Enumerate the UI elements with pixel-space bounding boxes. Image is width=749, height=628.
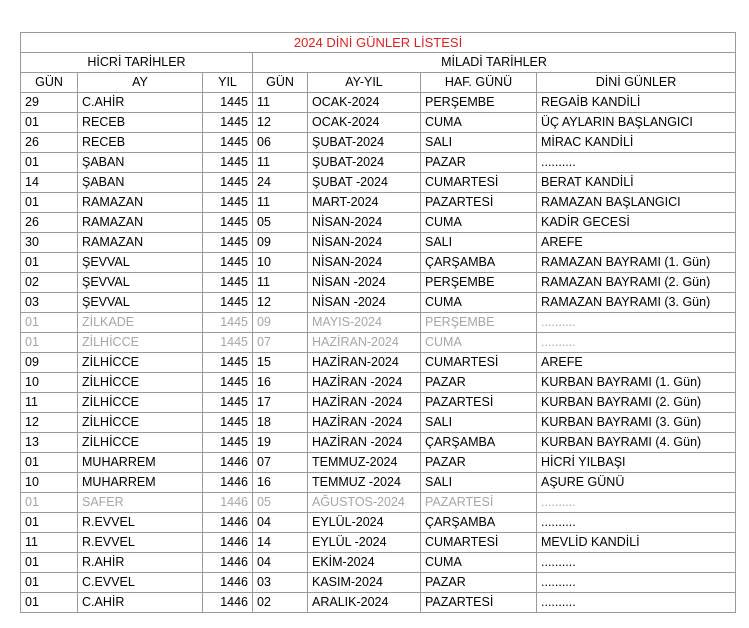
miladi-day-cell: 03 bbox=[253, 573, 308, 593]
hicri-year-cell: 1445 bbox=[203, 413, 253, 433]
hicri-year-cell: 1445 bbox=[203, 153, 253, 173]
miladi-month-year-cell: OCAK-2024 bbox=[308, 113, 421, 133]
hicri-month-cell: ZİLHİCCE bbox=[78, 373, 203, 393]
miladi-month-year-cell: NİSAN -2024 bbox=[308, 273, 421, 293]
hicri-year-cell: 1445 bbox=[203, 93, 253, 113]
table-row bbox=[21, 493, 736, 513]
hicri-month-cell: ŞEVVAL bbox=[78, 293, 203, 313]
col-header-miladi-day: GÜN bbox=[253, 73, 308, 93]
hicri-day-cell: 14 bbox=[21, 173, 78, 193]
miladi-month-year-cell: HAZİRAN-2024 bbox=[308, 333, 421, 353]
hicri-month-cell: R.EVVEL bbox=[78, 513, 203, 533]
hicri-year-cell: 1446 bbox=[203, 473, 253, 493]
miladi-day-cell: 17 bbox=[253, 393, 308, 413]
weekday-cell: CUMARTESİ bbox=[421, 173, 537, 193]
table-row bbox=[21, 593, 736, 613]
hicri-year-cell: 1445 bbox=[203, 313, 253, 333]
hicri-day-cell: 26 bbox=[21, 133, 78, 153]
miladi-day-cell: 05 bbox=[253, 493, 308, 513]
hicri-year-cell: 1446 bbox=[203, 573, 253, 593]
miladi-month-year-cell: AĞUSTOS-2024 bbox=[308, 493, 421, 513]
religious-days-table bbox=[20, 32, 736, 613]
hicri-day-cell: 12 bbox=[21, 413, 78, 433]
table-row bbox=[21, 333, 736, 353]
weekday-cell: PAZAR bbox=[421, 453, 537, 473]
miladi-day-cell: 09 bbox=[253, 233, 308, 253]
table-row bbox=[21, 113, 736, 133]
miladi-month-year-cell: EYLÜL-2024 bbox=[308, 513, 421, 533]
miladi-day-cell: 18 bbox=[253, 413, 308, 433]
hicri-year-cell: 1445 bbox=[203, 373, 253, 393]
table-row bbox=[21, 313, 736, 333]
miladi-month-year-cell: OCAK-2024 bbox=[308, 93, 421, 113]
weekday-cell: CUMA bbox=[421, 333, 537, 353]
hicri-year-cell: 1446 bbox=[203, 493, 253, 513]
religious-day-cell: MİRAC KANDİLİ bbox=[537, 133, 736, 153]
weekday-cell: CUMA bbox=[421, 293, 537, 313]
table-row bbox=[21, 93, 736, 113]
hicri-year-cell: 1446 bbox=[203, 453, 253, 473]
hicri-month-cell: ŞEVVAL bbox=[78, 253, 203, 273]
weekday-cell: ÇARŞAMBA bbox=[421, 433, 537, 453]
weekday-cell: CUMA bbox=[421, 213, 537, 233]
miladi-day-cell: 09 bbox=[253, 313, 308, 333]
weekday-cell: PAZAR bbox=[421, 373, 537, 393]
hicri-month-cell: RECEB bbox=[78, 133, 203, 153]
religious-day-cell: .......... bbox=[537, 333, 736, 353]
table-row bbox=[21, 153, 736, 173]
hicri-day-cell: 29 bbox=[21, 93, 78, 113]
hicri-day-cell: 01 bbox=[21, 493, 78, 513]
miladi-month-year-cell: HAZİRAN -2024 bbox=[308, 433, 421, 453]
miladi-month-year-cell: HAZİRAN -2024 bbox=[308, 373, 421, 393]
religious-day-cell: BERAT KANDİLİ bbox=[537, 173, 736, 193]
religious-day-cell: .......... bbox=[537, 493, 736, 513]
religious-day-cell: RAMAZAN BAYRAMI (2. Gün) bbox=[537, 273, 736, 293]
hicri-day-cell: 01 bbox=[21, 333, 78, 353]
religious-day-cell: RAMAZAN BAYRAMI (1. Gün) bbox=[537, 253, 736, 273]
hicri-year-cell: 1445 bbox=[203, 273, 253, 293]
hicri-month-cell: C.EVVEL bbox=[78, 573, 203, 593]
miladi-day-cell: 05 bbox=[253, 213, 308, 233]
miladi-month-year-cell: NİSAN-2024 bbox=[308, 253, 421, 273]
hicri-day-cell: 01 bbox=[21, 453, 78, 473]
hicri-month-cell: C.AHİR bbox=[78, 593, 203, 613]
hicri-month-cell: RAMAZAN bbox=[78, 233, 203, 253]
col-header-hicri-day: GÜN bbox=[21, 73, 78, 93]
hicri-day-cell: 13 bbox=[21, 433, 78, 453]
miladi-day-cell: 11 bbox=[253, 193, 308, 213]
hicri-year-cell: 1446 bbox=[203, 553, 253, 573]
hicri-day-cell: 09 bbox=[21, 353, 78, 373]
hicri-year-cell: 1446 bbox=[203, 593, 253, 613]
weekday-cell: PAZARTESİ bbox=[421, 393, 537, 413]
hicri-group-header: HİCRİ TARİHLER bbox=[21, 53, 253, 73]
hicri-month-cell: ZİLHİCCE bbox=[78, 353, 203, 373]
religious-day-cell: KURBAN BAYRAMI (1. Gün) bbox=[537, 373, 736, 393]
miladi-month-year-cell: ARALIK-2024 bbox=[308, 593, 421, 613]
hicri-day-cell: 01 bbox=[21, 593, 78, 613]
religious-day-cell: KURBAN BAYRAMI (3. Gün) bbox=[537, 413, 736, 433]
weekday-cell: SALI bbox=[421, 133, 537, 153]
hicri-year-cell: 1445 bbox=[203, 353, 253, 373]
weekday-cell: CUMA bbox=[421, 113, 537, 133]
miladi-day-cell: 12 bbox=[253, 113, 308, 133]
miladi-month-year-cell: KASIM-2024 bbox=[308, 573, 421, 593]
table-row bbox=[21, 253, 736, 273]
miladi-month-year-cell: HAZİRAN -2024 bbox=[308, 413, 421, 433]
table-row bbox=[21, 133, 736, 153]
miladi-month-year-cell: MART-2024 bbox=[308, 193, 421, 213]
hicri-month-cell: ZİLKADE bbox=[78, 313, 203, 333]
miladi-day-cell: 19 bbox=[253, 433, 308, 453]
hicri-day-cell: 01 bbox=[21, 253, 78, 273]
weekday-cell: CUMARTESİ bbox=[421, 533, 537, 553]
miladi-month-year-cell: TEMMUZ -2024 bbox=[308, 473, 421, 493]
table-row bbox=[21, 393, 736, 413]
hicri-day-cell: 01 bbox=[21, 553, 78, 573]
table-row bbox=[21, 173, 736, 193]
religious-day-cell: .......... bbox=[537, 313, 736, 333]
hicri-day-cell: 01 bbox=[21, 313, 78, 333]
miladi-month-year-cell: HAZİRAN -2024 bbox=[308, 393, 421, 413]
table-row bbox=[21, 213, 736, 233]
hicri-month-cell: RAMAZAN bbox=[78, 213, 203, 233]
table-row bbox=[21, 573, 736, 593]
miladi-day-cell: 11 bbox=[253, 93, 308, 113]
group-header-row bbox=[21, 53, 736, 73]
hicri-day-cell: 11 bbox=[21, 533, 78, 553]
hicri-day-cell: 01 bbox=[21, 153, 78, 173]
miladi-day-cell: 07 bbox=[253, 333, 308, 353]
weekday-cell: PAZARTESİ bbox=[421, 593, 537, 613]
religious-day-cell: ÜÇ AYLARIN BAŞLANGICI bbox=[537, 113, 736, 133]
religious-day-cell: .......... bbox=[537, 573, 736, 593]
miladi-month-year-cell: TEMMUZ-2024 bbox=[308, 453, 421, 473]
weekday-cell: ÇARŞAMBA bbox=[421, 513, 537, 533]
religious-day-cell: REGAİB KANDİLİ bbox=[537, 93, 736, 113]
miladi-day-cell: 15 bbox=[253, 353, 308, 373]
table-row bbox=[21, 233, 736, 253]
miladi-month-year-cell: NİSAN-2024 bbox=[308, 233, 421, 253]
miladi-month-year-cell: ŞUBAT-2024 bbox=[308, 133, 421, 153]
hicri-month-cell: ZİLHİCCE bbox=[78, 433, 203, 453]
hicri-year-cell: 1445 bbox=[203, 333, 253, 353]
hicri-month-cell: ŞABAN bbox=[78, 153, 203, 173]
miladi-month-year-cell: HAZİRAN-2024 bbox=[308, 353, 421, 373]
hicri-year-cell: 1445 bbox=[203, 173, 253, 193]
hicri-month-cell: MUHARREM bbox=[78, 473, 203, 493]
hicri-day-cell: 10 bbox=[21, 373, 78, 393]
col-header-miladi-month-year: AY-YIL bbox=[308, 73, 421, 93]
table-row bbox=[21, 273, 736, 293]
hicri-year-cell: 1445 bbox=[203, 133, 253, 153]
hicri-day-cell: 01 bbox=[21, 113, 78, 133]
miladi-day-cell: 24 bbox=[253, 173, 308, 193]
weekday-cell: CUMA bbox=[421, 553, 537, 573]
religious-day-cell: .......... bbox=[537, 513, 736, 533]
weekday-cell: PERŞEMBE bbox=[421, 93, 537, 113]
miladi-month-year-cell: MAYIS-2024 bbox=[308, 313, 421, 333]
religious-day-cell: RAMAZAN BAYRAMI (3. Gün) bbox=[537, 293, 736, 313]
hicri-day-cell: 30 bbox=[21, 233, 78, 253]
hicri-day-cell: 01 bbox=[21, 573, 78, 593]
miladi-day-cell: 12 bbox=[253, 293, 308, 313]
title-row bbox=[21, 33, 736, 53]
hicri-month-cell: R.EVVEL bbox=[78, 533, 203, 553]
hicri-year-cell: 1445 bbox=[203, 393, 253, 413]
table-row bbox=[21, 373, 736, 393]
weekday-cell: PAZAR bbox=[421, 573, 537, 593]
weekday-cell: PERŞEMBE bbox=[421, 273, 537, 293]
hicri-year-cell: 1445 bbox=[203, 233, 253, 253]
weekday-cell: SALI bbox=[421, 413, 537, 433]
religious-day-cell: KURBAN BAYRAMI (2. Gün) bbox=[537, 393, 736, 413]
miladi-day-cell: 04 bbox=[253, 513, 308, 533]
religious-day-cell: .......... bbox=[537, 153, 736, 173]
hicri-month-cell: RECEB bbox=[78, 113, 203, 133]
religious-day-cell: HİCRİ YILBAŞI bbox=[537, 453, 736, 473]
table-row bbox=[21, 513, 736, 533]
table-row bbox=[21, 353, 736, 373]
religious-day-cell: .......... bbox=[537, 593, 736, 613]
table-row bbox=[21, 553, 736, 573]
miladi-month-year-cell: ŞUBAT -2024 bbox=[308, 173, 421, 193]
hicri-month-cell: MUHARREM bbox=[78, 453, 203, 473]
religious-day-cell: KURBAN BAYRAMI (4. Gün) bbox=[537, 433, 736, 453]
hicri-month-cell: ZİLHİCCE bbox=[78, 393, 203, 413]
religious-day-cell: MEVLİD KANDİLİ bbox=[537, 533, 736, 553]
religious-day-cell: AREFE bbox=[537, 353, 736, 373]
weekday-cell: PAZAR bbox=[421, 153, 537, 173]
hicri-year-cell: 1445 bbox=[203, 253, 253, 273]
religious-day-cell: RAMAZAN BAŞLANGICI bbox=[537, 193, 736, 213]
hicri-month-cell: R.AHİR bbox=[78, 553, 203, 573]
table-row bbox=[21, 433, 736, 453]
hicri-month-cell: ZİLHİCCE bbox=[78, 333, 203, 353]
hicri-day-cell: 03 bbox=[21, 293, 78, 313]
page-title: 2024 DİNİ GÜNLER LİSTESİ bbox=[21, 33, 736, 53]
table-row bbox=[21, 473, 736, 493]
miladi-day-cell: 16 bbox=[253, 373, 308, 393]
hicri-year-cell: 1445 bbox=[203, 193, 253, 213]
weekday-cell: SALI bbox=[421, 473, 537, 493]
weekday-cell: ÇARŞAMBA bbox=[421, 253, 537, 273]
weekday-cell: PERŞEMBE bbox=[421, 313, 537, 333]
weekday-cell: SALI bbox=[421, 233, 537, 253]
hicri-year-cell: 1445 bbox=[203, 113, 253, 133]
table-row bbox=[21, 533, 736, 553]
hicri-month-cell: C.AHİR bbox=[78, 93, 203, 113]
weekday-cell: PAZARTESİ bbox=[421, 193, 537, 213]
miladi-day-cell: 02 bbox=[253, 593, 308, 613]
table-row bbox=[21, 453, 736, 473]
miladi-month-year-cell: ŞUBAT-2024 bbox=[308, 153, 421, 173]
hicri-year-cell: 1446 bbox=[203, 533, 253, 553]
hicri-day-cell: 11 bbox=[21, 393, 78, 413]
miladi-day-cell: 10 bbox=[253, 253, 308, 273]
miladi-day-cell: 11 bbox=[253, 153, 308, 173]
religious-day-cell: AREFE bbox=[537, 233, 736, 253]
col-header-religious-day: DİNİ GÜNLER bbox=[537, 73, 736, 93]
column-header-row bbox=[21, 73, 736, 93]
miladi-day-cell: 07 bbox=[253, 453, 308, 473]
miladi-day-cell: 16 bbox=[253, 473, 308, 493]
miladi-month-year-cell: NİSAN-2024 bbox=[308, 213, 421, 233]
weekday-cell: PAZARTESİ bbox=[421, 493, 537, 513]
hicri-year-cell: 1445 bbox=[203, 433, 253, 453]
hicri-day-cell: 10 bbox=[21, 473, 78, 493]
hicri-month-cell: SAFER bbox=[78, 493, 203, 513]
miladi-month-year-cell: EKİM-2024 bbox=[308, 553, 421, 573]
hicri-year-cell: 1445 bbox=[203, 293, 253, 313]
table-row bbox=[21, 413, 736, 433]
table-row bbox=[21, 293, 736, 313]
miladi-day-cell: 04 bbox=[253, 553, 308, 573]
hicri-day-cell: 02 bbox=[21, 273, 78, 293]
hicri-year-cell: 1446 bbox=[203, 513, 253, 533]
col-header-weekday: HAF. GÜNÜ bbox=[421, 73, 537, 93]
weekday-cell: CUMARTESİ bbox=[421, 353, 537, 373]
religious-day-cell: KADİR GECESİ bbox=[537, 213, 736, 233]
hicri-month-cell: ZİLHİCCE bbox=[78, 413, 203, 433]
miladi-month-year-cell: NİSAN -2024 bbox=[308, 293, 421, 313]
miladi-day-cell: 11 bbox=[253, 273, 308, 293]
hicri-day-cell: 01 bbox=[21, 193, 78, 213]
hicri-month-cell: RAMAZAN bbox=[78, 193, 203, 213]
hicri-day-cell: 26 bbox=[21, 213, 78, 233]
religious-day-cell: .......... bbox=[537, 553, 736, 573]
hicri-month-cell: ŞEVVAL bbox=[78, 273, 203, 293]
table-row bbox=[21, 193, 736, 213]
miladi-group-header: MİLADİ TARİHLER bbox=[253, 53, 736, 73]
miladi-month-year-cell: EYLÜL -2024 bbox=[308, 533, 421, 553]
miladi-day-cell: 14 bbox=[253, 533, 308, 553]
miladi-day-cell: 06 bbox=[253, 133, 308, 153]
hicri-month-cell: ŞABAN bbox=[78, 173, 203, 193]
religious-day-cell: AŞURE GÜNÜ bbox=[537, 473, 736, 493]
col-header-hicri-year: YIL bbox=[203, 73, 253, 93]
hicri-year-cell: 1445 bbox=[203, 213, 253, 233]
hicri-day-cell: 01 bbox=[21, 513, 78, 533]
col-header-hicri-month: AY bbox=[78, 73, 203, 93]
